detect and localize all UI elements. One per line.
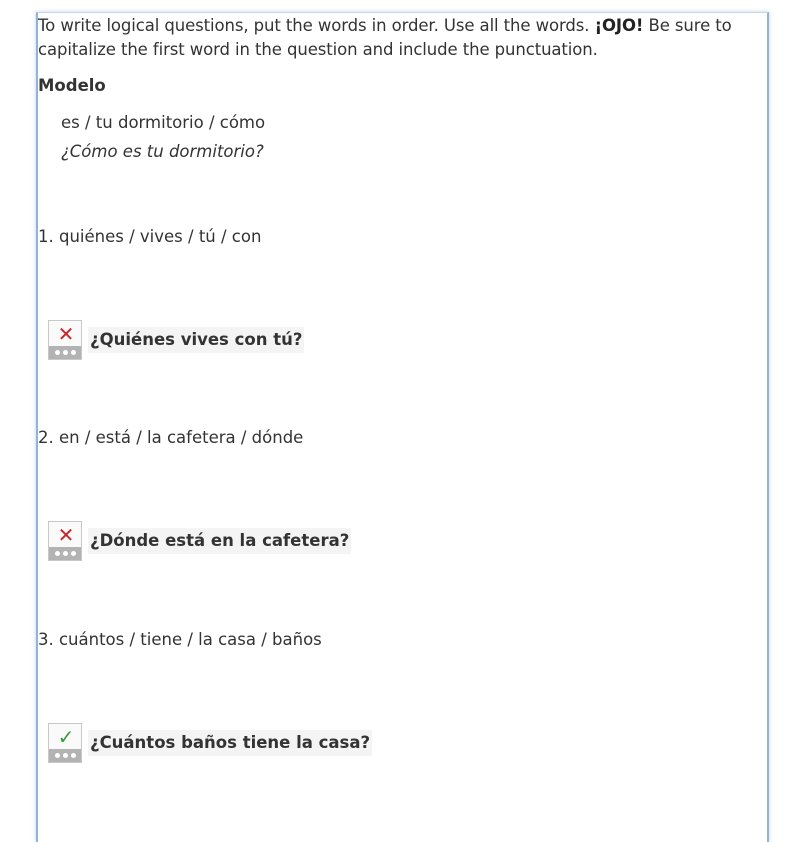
x-icon: ✕ (57, 322, 75, 346)
ojo-label: ¡OJO! (594, 16, 644, 35)
question-1-feedback-button[interactable] (48, 320, 82, 360)
question-2-answer[interactable]: ¿Dónde está en la cafetera? (88, 528, 351, 554)
question-2-prompt: 2. en / está / la cafetera / dónde (38, 428, 304, 447)
exercise-panel (36, 12, 769, 842)
modelo-answer: ¿Cómo es tu dormitorio? (61, 142, 264, 161)
more-dots-icon[interactable] (49, 749, 81, 762)
question-1-prompt: 1. quiénes / vives / tú / con (38, 227, 262, 246)
question-1-answer-row (48, 320, 304, 360)
check-icon: ✓ (57, 725, 75, 749)
question-1-answer[interactable]: ¿Quiénes vives con tú? (88, 327, 304, 353)
modelo-prompt: es / tu dormitorio / cómo (61, 113, 266, 132)
instructions-text (38, 14, 758, 62)
instructions-part1: To write logical questions, put the words in order. Use all the words. (38, 16, 590, 35)
question-2-answer-row (48, 521, 351, 561)
question-2-feedback-button[interactable] (48, 521, 82, 561)
more-dots-icon[interactable] (49, 346, 81, 359)
modelo-title: Modelo (38, 76, 106, 95)
question-3-feedback-button[interactable] (48, 723, 82, 763)
question-3-answer-row (48, 723, 372, 763)
more-dots-icon[interactable] (49, 547, 81, 560)
x-icon: ✕ (57, 523, 75, 547)
instructions-part2: Be sure to capitalize the first word in the question and include the punctuation. (38, 16, 732, 59)
question-3-answer[interactable]: ¿Cuántos baños tiene la casa? (88, 730, 372, 756)
question-3-prompt: 3. cuántos / tiene / la casa / baños (38, 630, 322, 649)
